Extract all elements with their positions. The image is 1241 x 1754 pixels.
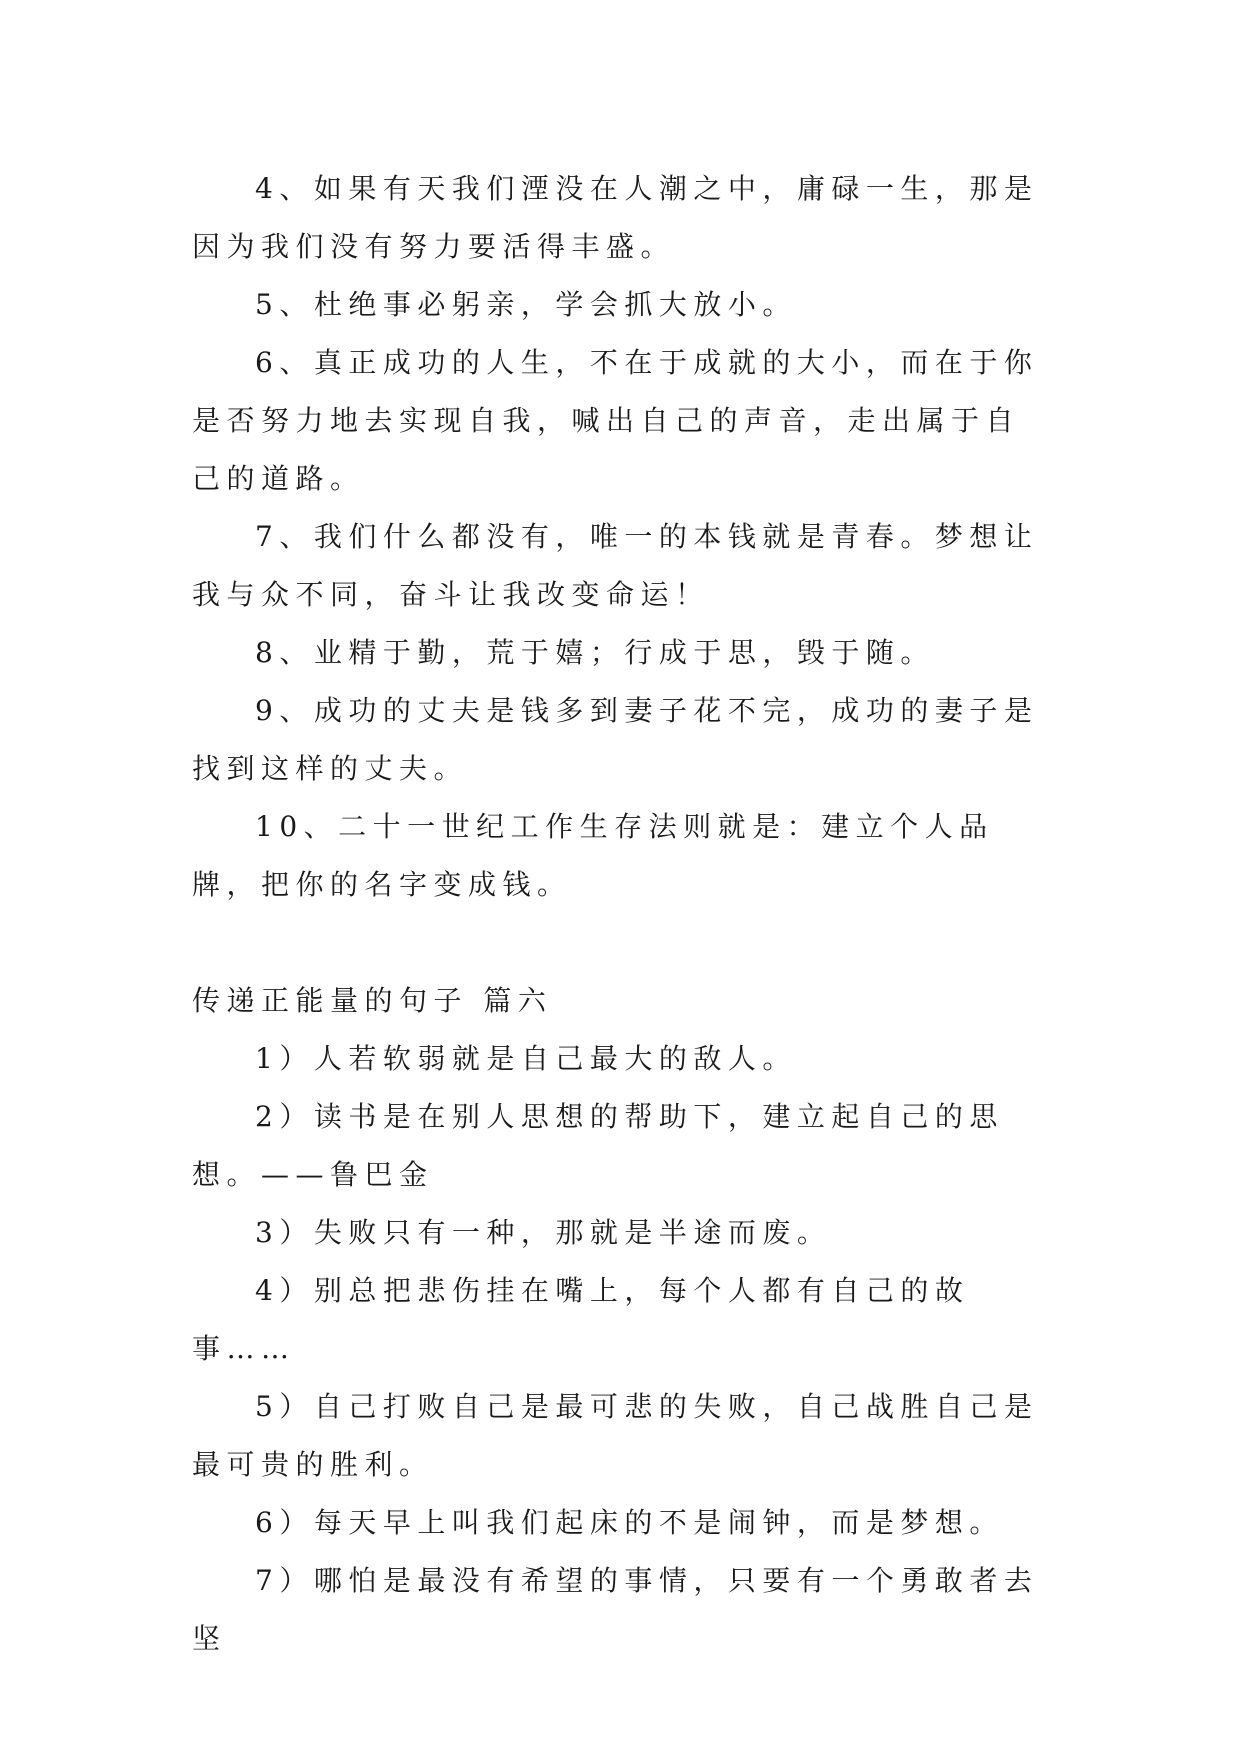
paragraph-4: 4、如果有天我们湮没在人潮之中，庸碌一生，那是因为我们没有努力要活得丰盛。	[192, 172, 1039, 263]
quote-5: 5）自己打败自己是最可悲的失败，自己战胜自己是最可贵的胜利。	[192, 1390, 1039, 1481]
quote-1: 1）人若软弱就是自己最大的敌人。	[255, 1042, 797, 1075]
paragraph-8: 8、业精于勤，荒于嬉；行成于思，毁于随。	[255, 636, 935, 669]
quote-7: 7）哪怕是最没有希望的事情，只要有一个勇敢者去坚	[192, 1564, 1039, 1655]
paragraph-9: 9、成功的丈夫是钱多到妻子花不完，成功的妻子是找到这样的丈夫。	[192, 694, 1039, 785]
quote-6: 6）每天早上叫我们起床的不是闹钟，而是梦想。	[255, 1506, 1004, 1539]
quote-3: 3）失败只有一种，那就是半途而废。	[255, 1216, 832, 1249]
paragraph-6: 6、真正成功的人生，不在于成就的大小，而在于你是否努力地去实现自我，喊出自己的声音，走出属于自己的道路。	[192, 346, 1039, 495]
quote-2: 2）读书是在别人思想的帮助下，建立起自己的思想。——鲁巴金	[192, 1100, 1004, 1191]
section-heading: 传递正能量的句子 篇六	[192, 984, 553, 1017]
paragraph-10: 10、二十一世纪工作生存法则就是：建立个人品牌，把你的名字变成钱。	[192, 810, 994, 901]
paragraph-7: 7、我们什么都没有，唯一的本钱就是青春。梦想让我与众不同，奋斗让我改变命运！	[192, 520, 1039, 611]
quote-4: 4）别总把悲伤挂在嘴上，每个人都有自己的故事……	[192, 1274, 970, 1365]
document-page	[192, 160, 1052, 1668]
paragraph-5: 5、杜绝事必躬亲，学会抓大放小。	[255, 288, 797, 321]
